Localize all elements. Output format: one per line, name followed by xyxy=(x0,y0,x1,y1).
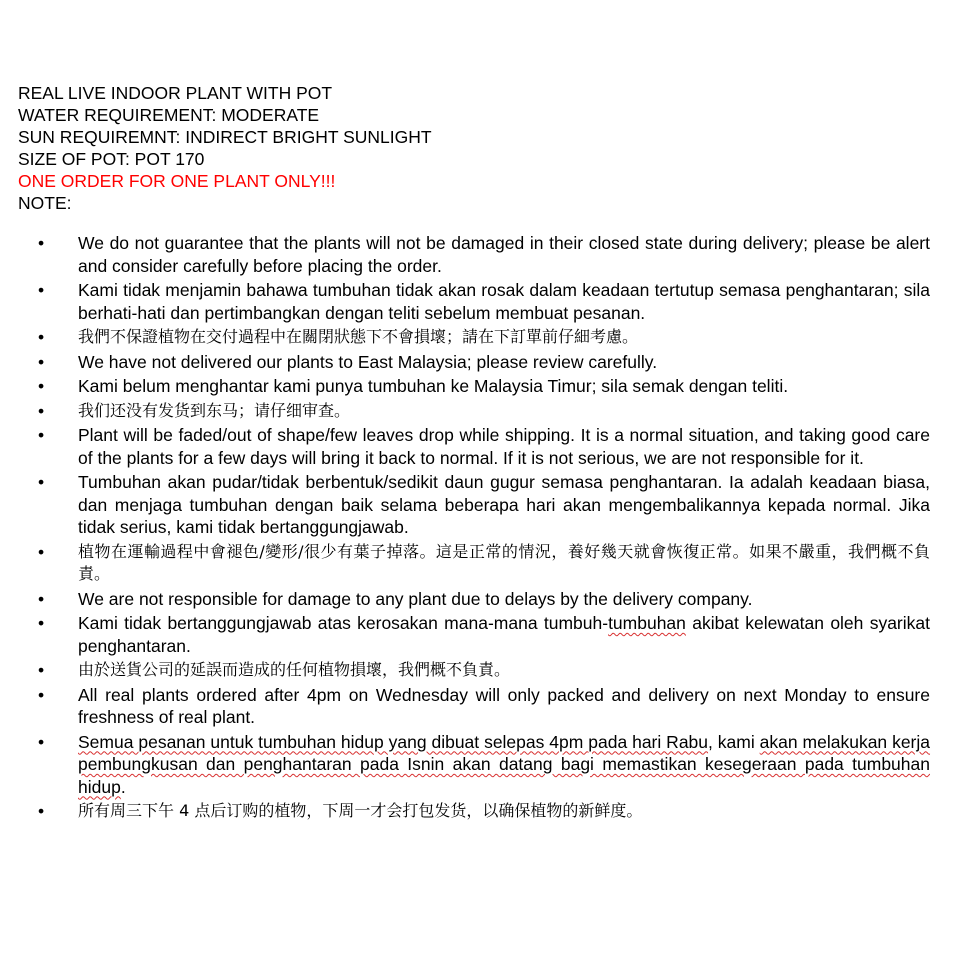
bullet-icon: • xyxy=(38,376,45,396)
bullet-icon: • xyxy=(38,613,45,633)
bullet-icon: • xyxy=(38,351,45,372)
title-line: REAL LIVE INDOOR PLANT WITH POT xyxy=(18,83,333,103)
spellcheck-flagged-text: akan melakukan kerja pembungkusan dan penghantaran pada Isnin akan datang bagi memastikan kesegeraan pada tumbuhan hidup xyxy=(78,731,931,797)
note-text xyxy=(78,613,930,656)
note-text: 所有周三下午 4 点后订购的植物，下周一才会打包发货，以确保植物的新鲜度。 xyxy=(78,801,643,820)
note-text-part: . xyxy=(120,776,126,797)
pot-size: SIZE OF POT: POT 170 xyxy=(18,149,205,169)
note-text-part: , kami xyxy=(708,731,760,752)
note-text: Plant will be faded/out of shape/few leaves drop while shipping. It is a normal situation, and taking good care of the plants for a few days will bring it back to normal. If it is not serious, we are not responsible for it. xyxy=(78,425,930,468)
note-text: We do not guarantee that the plants will not be damaged in their closed state during delivery; please be alert and consider carefully before placing the order. xyxy=(78,233,930,276)
note-text: All real plants ordered after 4pm on Wednesday will only packed and delivery on next Monday to ensure freshness of real plant. xyxy=(78,684,930,727)
list-item xyxy=(18,375,930,398)
bullet-icon: • xyxy=(38,472,45,492)
note-text: We have not delivered our plants to East Malaysia; please review carefully. xyxy=(78,351,658,372)
list-item xyxy=(18,684,930,729)
spellcheck-flagged-text: Semua pesanan untuk tumbuhan hidup yang dibuat selepas 4pm pada hari Rabu xyxy=(78,731,709,752)
bullet-icon: • xyxy=(38,541,45,562)
list-item xyxy=(18,351,930,374)
list-item xyxy=(18,232,930,277)
note-heading: NOTE: xyxy=(18,193,72,213)
note-text: Kami belum menghantar kami punya tumbuhan ke Malaysia Timur; sila semak dengan teliti. xyxy=(78,376,789,396)
list-item xyxy=(18,400,930,423)
document xyxy=(18,82,930,825)
bullet-icon: • xyxy=(38,400,45,421)
note-text: 植物在運輸過程中會褪色/變形/很少有葉子掉落。這是正常的情況，養好幾天就會恢復正常。如果不嚴重，我們概不負責。 xyxy=(78,541,930,583)
sun-requirement: SUN REQUIREMNT: INDIRECT BRIGHT SUNLIGHT xyxy=(18,127,432,147)
bullet-icon: • xyxy=(38,660,45,680)
list-item xyxy=(18,612,930,657)
note-text: Kami tidak menjamin bahawa tumbuhan tidak akan rosak dalam keadaan tertutup semasa penghantaran; sila berhati-hati dan pertimbangkan dengan teliti sebelum membuat pesanan. xyxy=(78,280,930,323)
bullet-icon: • xyxy=(38,731,45,752)
bullet-icon: • xyxy=(38,684,45,705)
list-item xyxy=(18,659,930,682)
list-item xyxy=(18,471,930,539)
note-text: Tumbuhan akan pudar/tidak berbentuk/sedikit daun gugur semasa penghantaran. Ia adalah keadaan biasa, dan menjaga tumbuhan dengan baik selama beberapa hari akan mengembalikannya kepada normal. Jika tidak serius, kami tidak bertanggungjawab. xyxy=(78,472,930,537)
note-text: 我們不保證植物在交付過程中在關閉狀態下不會損壞；請在下訂單前仔細考慮。 xyxy=(78,327,639,346)
list-item xyxy=(18,541,930,586)
list-item xyxy=(18,588,930,611)
note-text: 我们还没有发货到东马；请仔细审查。 xyxy=(78,400,351,420)
spellcheck-flagged-word: tumbuhan xyxy=(608,613,686,633)
list-item xyxy=(18,731,930,799)
bullet-icon: • xyxy=(38,425,45,445)
bullet-icon: • xyxy=(38,233,45,253)
list-item xyxy=(18,279,930,324)
bullet-icon: • xyxy=(38,588,45,609)
list-item xyxy=(18,800,930,823)
notes-list xyxy=(18,232,930,823)
water-requirement: WATER REQUIREMENT: MODERATE xyxy=(18,105,320,125)
bullet-icon: • xyxy=(38,327,45,347)
bullet-icon: • xyxy=(38,280,45,300)
bullet-icon: • xyxy=(38,801,45,821)
note-text: We are not responsible for damage to any plant due to delays by the delivery company. xyxy=(78,588,753,609)
note-text: 由於送貨公司的延誤而造成的任何植物損壞，我們概不負責。 xyxy=(78,660,511,679)
order-warning: ONE ORDER FOR ONE PLANT ONLY!!! xyxy=(18,171,336,191)
list-item xyxy=(18,424,930,469)
note-text xyxy=(78,732,930,797)
note-text-part: Kami tidak bertanggungjawab atas kerosakan mana-mana tumbuh- xyxy=(78,613,609,633)
list-item xyxy=(18,326,930,349)
note-text-part: akibat kelewatan oleh syarikat penghantaran. xyxy=(78,613,930,656)
